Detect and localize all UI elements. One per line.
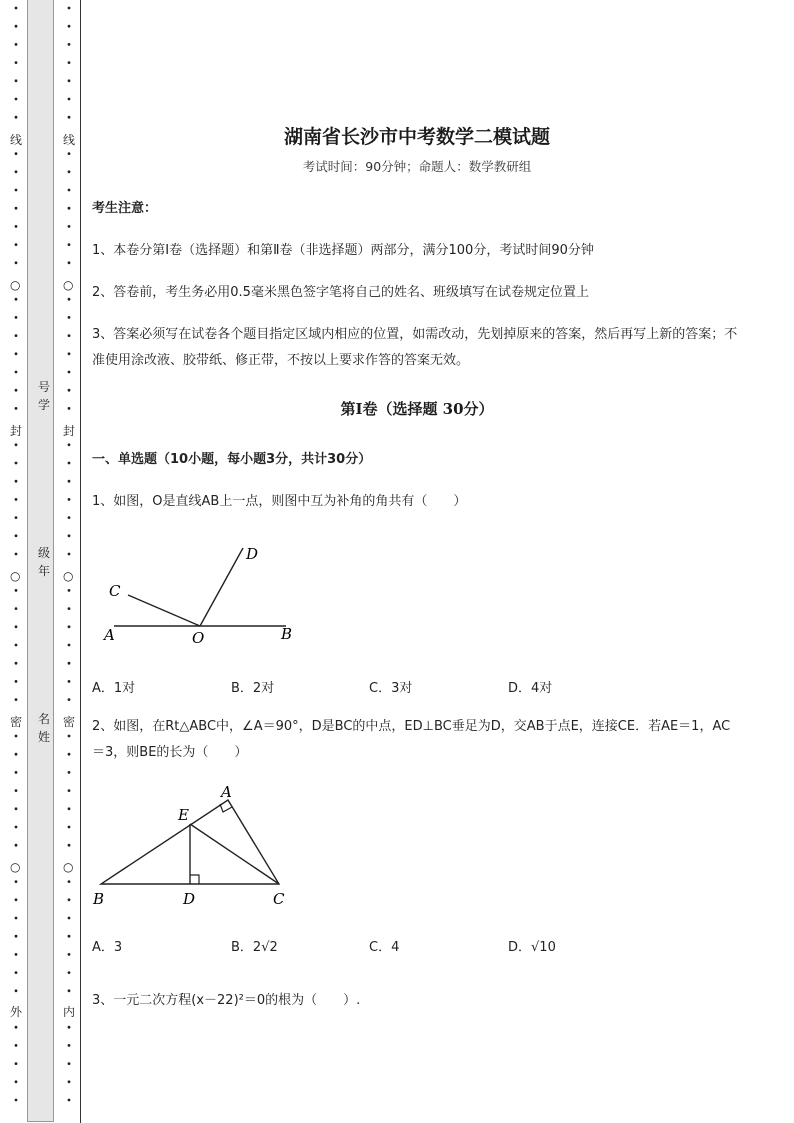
- binding-dot: [15, 680, 18, 683]
- binding-dot: [68, 826, 71, 829]
- binding-dot: [15, 516, 18, 519]
- binding-dot: [15, 898, 18, 901]
- binding-dot: [68, 698, 71, 701]
- binding-dot: [15, 1044, 18, 1047]
- ray-od: [200, 548, 243, 626]
- binding-dot: [68, 43, 71, 46]
- binding-dot: [68, 607, 71, 610]
- binding-dot: [15, 698, 18, 701]
- outer-char-mi: 密: [10, 715, 23, 729]
- outer-circle: ○: [10, 278, 21, 292]
- binding-dot: [68, 1044, 71, 1047]
- binding-dot: [15, 844, 18, 847]
- outer-char-feng: 封: [10, 424, 23, 438]
- inner-char-nei: 内: [63, 1005, 76, 1019]
- binding-dot: [15, 371, 18, 374]
- label-d: D: [246, 545, 259, 563]
- binding-dot: [15, 534, 18, 537]
- binding-dot: [68, 989, 71, 992]
- binding-dot: [15, 462, 18, 465]
- binding-dot: [68, 443, 71, 446]
- binding-dot: [15, 989, 18, 992]
- binding-dot: [68, 1026, 71, 1029]
- binding-dot: [68, 516, 71, 519]
- binding-dot: [15, 225, 18, 228]
- binding-dot: [68, 480, 71, 483]
- binding-dot: [15, 7, 18, 10]
- segment-ec: [190, 824, 279, 884]
- binding-dot: [68, 534, 71, 537]
- binding-dot: [68, 1062, 71, 1065]
- question-3-stem: 3、一元二次方程(x－22)²＝0的根为（ ）.: [92, 993, 361, 1008]
- binding-dot: [68, 625, 71, 628]
- question-2-option-b[interactable]: B．2√2: [231, 940, 278, 955]
- binding-dot: [15, 662, 18, 665]
- binding-dot: [68, 7, 71, 10]
- binding-dot: [15, 116, 18, 119]
- binding-dot: [15, 389, 18, 392]
- binding-dot: [68, 589, 71, 592]
- question-2-option-c[interactable]: C．4: [369, 940, 400, 955]
- part-heading: 一、单选题（10小题，每小题3分，共计30分）: [92, 452, 372, 467]
- label-a: A: [104, 626, 115, 644]
- label-c: C: [273, 890, 285, 908]
- binding-dot: [15, 771, 18, 774]
- binding-dot: [68, 407, 71, 410]
- binding-dot: [68, 880, 71, 883]
- question-1-stem: 1、如图，O是直线AB上一点，则图中互为补角的角共有（ ）: [92, 494, 467, 509]
- question-1-option-b[interactable]: B．2对: [231, 681, 275, 696]
- section-title: 第Ⅰ卷（选择题 30分）: [340, 400, 494, 418]
- binding-dot: [68, 1099, 71, 1102]
- binding-dot: [15, 625, 18, 628]
- binding-dot: [15, 971, 18, 974]
- binding-dot: [15, 553, 18, 556]
- outer-dotted-line: [11, 0, 21, 1123]
- binding-dot: [15, 1026, 18, 1029]
- label-a: A: [221, 783, 232, 801]
- page-title: 湖南省长沙市中考数学二模试题: [283, 126, 550, 148]
- binding-dot: [15, 735, 18, 738]
- binding-dot: [68, 917, 71, 920]
- binding-dot: [68, 316, 71, 319]
- binding-dot: [68, 243, 71, 246]
- question-2-option-d[interactable]: D．√10: [508, 940, 556, 955]
- label-b: B: [93, 890, 105, 908]
- binding-dot: [15, 61, 18, 64]
- binding-dot: [68, 680, 71, 683]
- binding-dot: [15, 807, 18, 810]
- inner-char-mi: 密: [63, 715, 76, 729]
- label-e: E: [178, 806, 189, 824]
- binding-dot: [68, 170, 71, 173]
- outer-circle: ○: [10, 569, 21, 583]
- binding-dot: [68, 261, 71, 264]
- binding-dot: [15, 1062, 18, 1065]
- question-2-figure: [92, 778, 302, 913]
- binding-dot: [68, 898, 71, 901]
- question-2-option-a[interactable]: A．3: [92, 940, 123, 955]
- binding-dot: [68, 298, 71, 301]
- binding-dot: [68, 644, 71, 647]
- binding-dot: [68, 25, 71, 28]
- binding-dot: [15, 826, 18, 829]
- inner-dotted-line: [64, 0, 74, 1123]
- binding-dot: [68, 553, 71, 556]
- binding-dot: [68, 225, 71, 228]
- binding-dot: [68, 352, 71, 355]
- inner-circle: ○: [63, 860, 74, 874]
- binding-dot: [15, 498, 18, 501]
- binding-dot: [15, 1080, 18, 1083]
- label-b: B: [281, 625, 293, 643]
- binding-dot: [15, 334, 18, 337]
- binding-dot: [15, 917, 18, 920]
- binding-dot: [15, 1099, 18, 1102]
- binding-dot: [68, 189, 71, 192]
- binding-dot: [68, 116, 71, 119]
- binding-border-line: [80, 0, 81, 1123]
- binding-dot: [68, 1080, 71, 1083]
- binding-dot: [68, 371, 71, 374]
- binding-dot: [68, 807, 71, 810]
- binding-dot: [15, 152, 18, 155]
- question-1-option-d[interactable]: D．4对: [508, 681, 553, 696]
- binding-dot: [68, 935, 71, 938]
- binding-dot: [68, 334, 71, 337]
- binding-dot: [68, 462, 71, 465]
- right-angle-d: [190, 875, 199, 884]
- binding-dot: [15, 316, 18, 319]
- field-name: 名 姓: [38, 712, 51, 744]
- outer-char-xian: 线: [10, 133, 23, 147]
- binding-dot: [15, 43, 18, 46]
- binding-dot: [68, 844, 71, 847]
- binding-dot: [68, 735, 71, 738]
- label-o: O: [192, 629, 205, 647]
- binding-dot: [68, 152, 71, 155]
- binding-dot: [68, 753, 71, 756]
- binding-dot: [15, 79, 18, 82]
- field-grade: 级 年: [38, 546, 51, 578]
- binding-dot: [68, 953, 71, 956]
- binding-dot: [68, 789, 71, 792]
- notice-item: 1、本卷分第Ⅰ卷（选择题）和第Ⅱ卷（非选择题）两部分，满分100分，考试时间90分钟: [92, 243, 594, 258]
- binding-dot: [15, 298, 18, 301]
- binding-dot: [15, 207, 18, 210]
- inner-char-feng: 封: [63, 424, 76, 438]
- binding-dot: [15, 189, 18, 192]
- binding-dot: [15, 243, 18, 246]
- binding-dot: [15, 753, 18, 756]
- binding-dot: [15, 443, 18, 446]
- binding-dot: [15, 261, 18, 264]
- question-1-figure: [100, 540, 310, 650]
- notice-item: 3、答案必须写在试卷各个题目指定区域内相应的位置，如需改动，先划掉原来的答案，然后再写上新的答案；不准使用涂改液、胶带纸、修正带，不按以上要求作答的答案无效。: [92, 327, 738, 368]
- inner-circle: ○: [63, 278, 74, 292]
- inner-circle: ○: [63, 569, 74, 583]
- binding-dot: [15, 880, 18, 883]
- notice-heading: 考生注意：: [92, 201, 158, 216]
- binding-dot: [15, 607, 18, 610]
- binding-dot: [15, 589, 18, 592]
- question-1-option-a[interactable]: A．1对: [92, 681, 136, 696]
- binding-dot: [15, 407, 18, 410]
- notice-item: 2、答卷前，考生务必用0.5毫米黑色签字笔将自己的姓名、班级填写在试卷规定位置上: [92, 285, 589, 300]
- binding-dot: [68, 771, 71, 774]
- binding-dot: [15, 953, 18, 956]
- binding-dot: [68, 498, 71, 501]
- label-d: D: [183, 890, 196, 908]
- binding-dot: [15, 644, 18, 647]
- binding-dot: [15, 935, 18, 938]
- exam-info: 考试时间：90分钟；命题人：数学教研组: [302, 159, 532, 174]
- binding-dot: [15, 170, 18, 173]
- binding-dot: [15, 352, 18, 355]
- question-2-stem: 2、如图，在Rt△ABC中，∠A＝90°，D是BC的中点，ED⊥BC垂足为D，交AB于点E，连接CE．若AE＝1，AC＝3，则BE的长为（ ）: [92, 719, 731, 760]
- outer-char-wai: 外: [10, 1005, 23, 1019]
- binding-dot: [68, 971, 71, 974]
- binding-dot: [68, 207, 71, 210]
- binding-dot: [15, 789, 18, 792]
- label-c: C: [109, 582, 121, 600]
- inner-char-xian: 线: [63, 133, 76, 147]
- binding-dot: [15, 25, 18, 28]
- binding-dot: [68, 389, 71, 392]
- right-angle-a: [220, 804, 232, 812]
- binding-dot: [68, 98, 71, 101]
- field-student-id: 号 学: [38, 380, 51, 412]
- question-1-option-c[interactable]: C．3对: [369, 681, 413, 696]
- outer-circle: ○: [10, 860, 21, 874]
- ray-oc: [128, 595, 200, 626]
- binding-dot: [68, 79, 71, 82]
- binding-dot: [15, 98, 18, 101]
- binding-dot: [68, 662, 71, 665]
- binding-dot: [15, 480, 18, 483]
- binding-dot: [68, 61, 71, 64]
